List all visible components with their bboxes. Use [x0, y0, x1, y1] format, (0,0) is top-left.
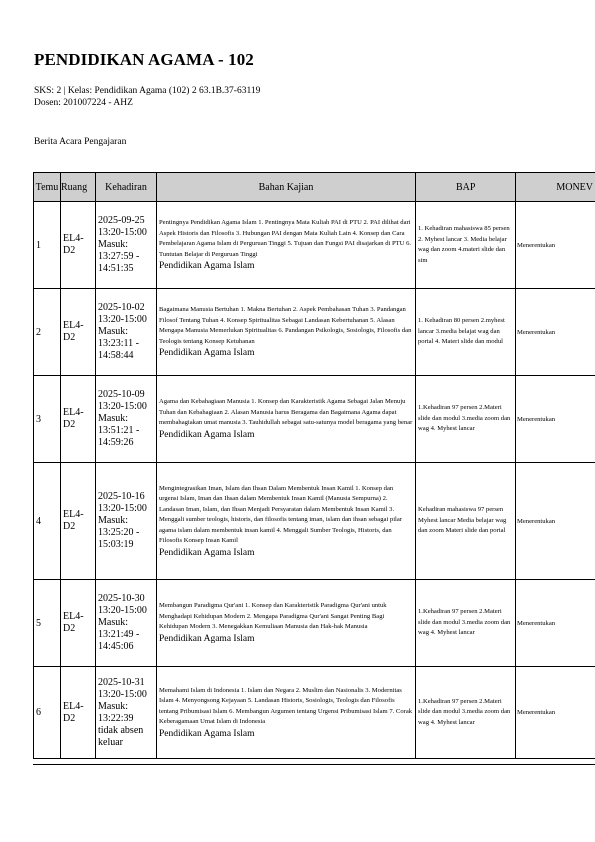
attendance-note: tidak absen — [98, 724, 144, 736]
room-line: D2 — [63, 712, 76, 724]
attendance-time: 14:58:44 — [98, 350, 134, 361]
attendance-time: 13:51:21 - — [98, 425, 140, 436]
monev-cell: Menerentukan — [516, 463, 595, 580]
attendance-time: 13:22:39 — [98, 712, 134, 724]
meeting-number: 3 — [34, 376, 61, 463]
bap-cell: 1. Kehadiran 80 persen 2.myhest lancar 3.media belajat wag dan portal 4. Materi slide dan modul — [416, 289, 516, 376]
monev-cell: Menerentukan — [516, 289, 595, 376]
table-row — [34, 463, 595, 580]
attendance-label: Masuk: — [98, 239, 128, 250]
attendance-time: 13:21:49 - — [98, 629, 140, 640]
room-cell — [61, 463, 96, 580]
attendance-label: Masuk: — [98, 413, 128, 424]
material-cell — [157, 463, 416, 580]
col-header-attendance: Kehadiran — [96, 173, 157, 202]
material-cell — [157, 202, 416, 289]
col-header-monev: MONEV — [516, 173, 595, 202]
room-line: EL4- — [63, 320, 84, 331]
lecturer-info: Dosen: 201007224 - AHZ — [34, 98, 133, 108]
room-line: EL4- — [63, 407, 84, 418]
monev-cell: Menerentukan — [516, 202, 595, 289]
col-header-bap: BAP — [416, 173, 516, 202]
material-text: Bagaimana Manusia Bertuhan 1. Makna Bertuhan 2. Aspek Pembahasan Tuhan 3. Pandangan Filosof Tentang Tuhan 4. Konsep Spiritualitas Sebagai Landasan Kebertuhanan 5. Alasan Mengapa Manusia Memerlukan Spiritualitas 6. Pandangan Psikologis, Sosiologis, Filosofis dan Teologis tentang Konsep Ketuhanan — [159, 306, 412, 345]
room-cell — [61, 376, 96, 463]
room-cell — [61, 667, 96, 759]
attendance-date: 2025-10-31 — [98, 676, 145, 688]
material-text: Membangun Paradigma Qur'ani 1. Konsep dan Karakteristik Paradigma Qur'ani untuk Menghadapi Kehidupan Modern 2. Mengapa Paradigma Qur'ani Sangat Penting Bagi Kehidupan Modern 3. Menegakkan Kemuliaan Manusia dan Hak-hak Manusia — [159, 602, 387, 631]
attendance-schedule: 13:20-15:00 — [98, 605, 147, 616]
attendance-label: Masuk: — [98, 617, 128, 628]
material-course: Pendidikan Agama Islam — [159, 547, 255, 558]
attendance-date: 2025-10-09 — [98, 389, 145, 400]
attendance-label: Masuk: — [98, 700, 128, 712]
material-course: Pendidikan Agama Islam — [159, 261, 255, 271]
attendance-cell — [96, 667, 157, 759]
attendance-time: 13:23:11 - — [98, 338, 140, 349]
attendance-cell — [96, 463, 157, 580]
table-row — [34, 667, 595, 759]
bap-cell: 1.Kehadiran 97 persen 2.Materi slide dan modul 3.media zoom dan wag 4. Myhest lancar — [416, 667, 516, 759]
section-title: Berita Acara Pengajaran — [34, 137, 127, 147]
attendance-schedule: 13:20-15:00 — [98, 314, 147, 325]
attendance-time: 13:27:59 - — [98, 251, 140, 262]
table-row — [34, 376, 595, 463]
attendance-schedule: 13:20-15:00 — [98, 227, 147, 238]
table-row — [34, 202, 595, 289]
bap-cell: 1.Kehadiran 97 persen 2.Materi slide dan modul 3.media zoom dan wag 4. Myhest lancar — [416, 580, 516, 667]
room-line: D2 — [63, 245, 76, 256]
meeting-number: 5 — [34, 580, 61, 667]
room-cell — [61, 289, 96, 376]
bap-cell: 1. Kehadiran mahasiswa 85 persen 2. Myhest lancar 3. Media belajar wag dan zoom 4.materi slide dan sim — [416, 202, 516, 289]
room-cell — [61, 202, 96, 289]
material-course: Pendidikan Agama Islam — [159, 429, 255, 440]
attendance-schedule: 13:20-15:00 — [98, 688, 147, 700]
attendance-time: 13:25:20 - — [98, 527, 140, 538]
room-line: D2 — [63, 623, 76, 634]
attendance-date: 2025-10-02 — [98, 302, 145, 313]
attendance-cell — [96, 202, 157, 289]
attendance-schedule: 13:20-15:00 — [98, 401, 147, 412]
attendance-cell — [96, 289, 157, 376]
meeting-number: 2 — [34, 289, 61, 376]
table-header-row — [34, 173, 595, 202]
room-line: D2 — [63, 521, 76, 532]
attendance-date: 2025-10-30 — [98, 593, 145, 604]
bap-cell: Kehadiran mahasiswa 97 persen Myhest lancar Media belajar wag dan zoom Materi slide dan portal — [416, 463, 516, 580]
course-meta — [34, 85, 260, 109]
material-cell — [157, 667, 416, 759]
meeting-number: 4 — [34, 463, 61, 580]
material-cell — [157, 580, 416, 667]
room-line: EL4- — [63, 233, 84, 244]
meeting-number: 6 — [34, 667, 61, 759]
attendance-time: 14:45:06 — [98, 641, 134, 652]
document-title: PENDIDIKAN AGAMA - 102 — [34, 50, 254, 69]
room-cell — [61, 580, 96, 667]
material-text: Agama dan Kebahagiaan Manusia 1. Konsep dan Karakteristik Agama Sebagai Jalan Menuju Tuhan dan Kebahagiaan 2. Alasan Manusia harus Beragama dan Bagaimana Agama dapat membahagiakan umat manusia 3. Tauhidullah sebagai satu-satunya model beragama yang benar — [159, 398, 413, 427]
table-row — [34, 580, 595, 667]
attendance-time: 15:03:19 — [98, 539, 134, 550]
col-header-room: Ruang — [61, 173, 96, 202]
material-text: Memahami Islam di Indonesia 1. Islam dan Negara 2. Muslim dan Nasionalis 3. Modernitas Islam 4. Menyongsong Kejayaan 5. Landasan Historis, Sosiologis, Teologis dan Filosofis tentang Pribumisasi Islam 6. Membangun Argumen tentang Urgensi Pribumisasi Islam 7. Corak Keberagamaan Umat Islam di Indonesia — [159, 686, 413, 725]
material-cell — [157, 376, 416, 463]
room-line: EL4- — [63, 611, 84, 622]
monev-cell: Menerentukan — [516, 580, 595, 667]
attendance-label: Masuk: — [98, 515, 128, 526]
class-info: SKS: 2 | Kelas: Pendidikan Agama (102) 2 63.1B.37-63119 — [34, 86, 261, 96]
material-text: Mengintegrasikan Iman, Islam dan Ihsan Dalam Membentuk Insan Kamil 1. Konsep dan urgensi Islam, Iman dan Ihsan dalam Membentuk Insan Kamil (Manusia Sempurna) 2. Landasan Iman, Islam, dan Ihsan Menjadi Persyaratan dalam Membentuk Insan Kamil 3. Menggali sumber teologis, historis, dan filosofis tentang iman, islam dan ihsan sebagai pilar agama islam dalam membentuk insan kamil 4. Menggali Sumber Teologis, Historis, dan Filosofis Konsep Insan Kamil — [159, 484, 403, 544]
room-line: EL4- — [63, 700, 84, 712]
table-row — [34, 289, 595, 376]
attendance-time: 14:51:35 — [98, 263, 134, 274]
attendance-note: keluar — [98, 736, 123, 748]
bap-cell: 1.Kehadiran 97 persen 2.Materi slide dan modul 3.media zoom dan wag 4. Myhest lancar — [416, 376, 516, 463]
material-cell — [157, 289, 416, 376]
monev-cell: Menerentukan — [516, 376, 595, 463]
material-course: Pendidikan Agama Islam — [159, 728, 255, 739]
room-line: D2 — [63, 332, 76, 343]
col-header-material: Bahan Kajian — [157, 173, 416, 202]
col-header-meeting: Temu — [34, 173, 61, 202]
attendance-schedule: 13:20-15:00 — [98, 503, 147, 514]
monev-cell: Menerentukan — [516, 667, 595, 759]
material-text: Pentingnya Pendidikan Agama Islam 1. Pentingnya Mata Kuliah PAI di PTU 2. PAI dilihat dari Aspek Historis dan Filosofis 3. Hubungan PAI dengan Mata Kuliah Lain 4. Konsep dan Cara Pembelajaran Agama Islam di Perguruan Tinggi 5. Tujuan dan Fungsi PAI disajarkan di PTU 6. Tuntutan Belajar di Perguruan Tinggi — [159, 219, 412, 258]
attendance-cell — [96, 580, 157, 667]
material-course: Pendidikan Agama Islam — [159, 633, 255, 644]
material-course: Pendidikan Agama Islam — [159, 348, 255, 358]
attendance-date: 2025-09-25 — [98, 215, 145, 226]
attendance-label: Masuk: — [98, 326, 128, 337]
room-line: EL4- — [63, 509, 84, 520]
room-line: D2 — [63, 419, 76, 430]
attendance-cell — [96, 376, 157, 463]
teaching-report-table — [33, 172, 595, 759]
attendance-date: 2025-10-16 — [98, 491, 145, 502]
attendance-time: 14:59:26 — [98, 437, 134, 448]
page-bottom-rule — [33, 764, 595, 765]
meeting-number: 1 — [34, 202, 61, 289]
